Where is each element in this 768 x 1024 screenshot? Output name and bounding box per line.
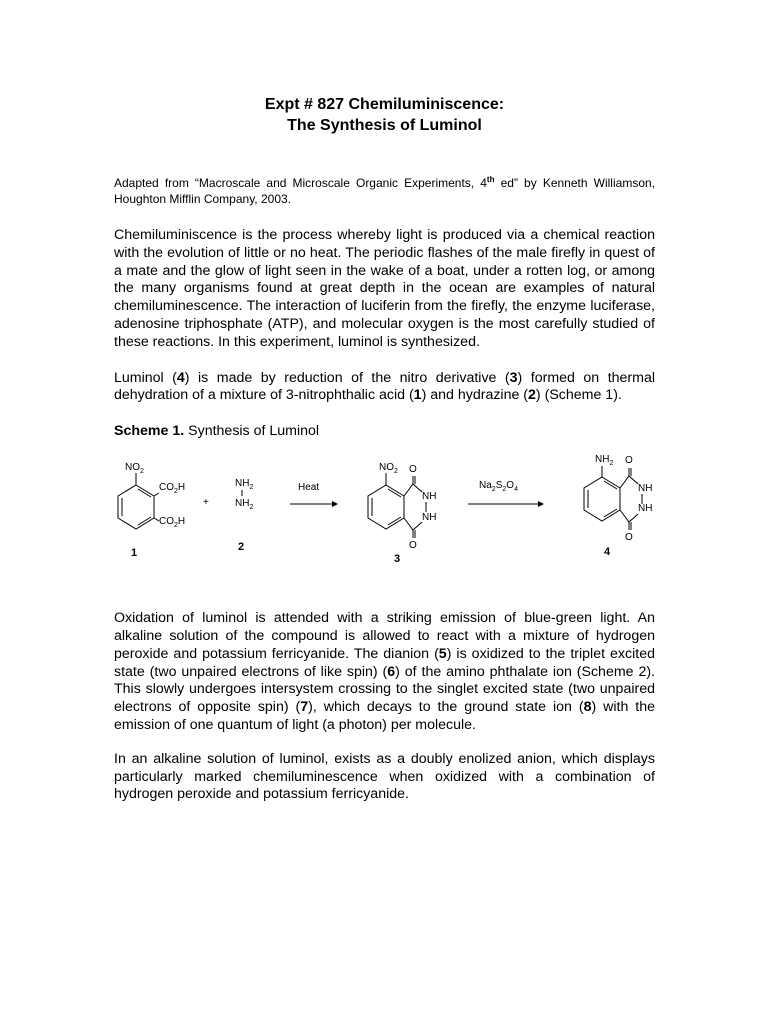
svg-text:CO2H: $CO_2H$ xyxy=(159,482,186,496)
p3-text-2: ) is oxidized to the triplet excited state (two unpaired electrons of like spin) ( xyxy=(114,645,655,680)
p3-compound-8: 8 xyxy=(583,699,592,716)
compound-label-2: 2 xyxy=(238,541,245,554)
svg-text:O: O xyxy=(625,455,633,467)
svg-text:NH2: $NH_2$ xyxy=(235,498,254,512)
scheme-caption-text: Synthesis of Luminol xyxy=(184,423,320,440)
p2-compound-4: 4 xyxy=(176,369,185,386)
reaction-scheme xyxy=(114,448,655,588)
p2-text-3: ) formed on thermal dehydration of a mixture of 3-nitrophthalic acid ( xyxy=(114,369,655,404)
compound-label-4: 4 xyxy=(604,546,611,559)
svg-text:O: O xyxy=(409,464,417,476)
alkaline-paragraph: In an alkaline solution of luminol, exists as a doubly enolized anion, which displays particularly marked chemiluminescence when oxidized with a combination of hydrogen peroxide and potassium ferricyanide. xyxy=(114,750,655,803)
heat-label: Heat xyxy=(298,482,320,494)
svg-text:NH2: $NH_2$ xyxy=(595,454,614,468)
intro-paragraph: Chemiluminiscence is the process whereby light is produced via a chemical reaction with the evolution of little or no heat. The periodic flashes of the male firefly in quest of a mate and the glow of light seen in the wake of a boat, under a rotten log, or among the many organisms found at great depth in the ocean are examples of natural chemiluminescence. The interaction of luciferin from the firefly, the enzyme luciferase, adenosine triphosphate (ATP), and molecular oxygen is the most carefully studied of these reactions. In this experiment, luminol is synthesized. xyxy=(114,227,655,350)
source-text-1: Adapted from “Macroscale and Microscale Organic Experiments, 4 xyxy=(114,176,487,190)
svg-text:NH: NH xyxy=(422,512,437,524)
reagent-label: $Na_2S_2O_4$ xyxy=(479,480,518,494)
compound-3-structure xyxy=(368,462,436,565)
p3-compound-7: 7 xyxy=(300,699,309,716)
luminol-paragraph xyxy=(114,370,655,406)
p2-text-2: ) is made by reduction of the nitro derivative ( xyxy=(184,369,510,386)
p3-text-5: ) with the emission of one quantum of light (a photon) per molecule. xyxy=(114,699,655,733)
p2-text-1: Luminol ( xyxy=(114,369,177,386)
reduction-arrow xyxy=(468,480,544,507)
p2-compound-3: 3 xyxy=(509,369,518,386)
document-title-line-1: Expt # 827 Chemiluminiscence: xyxy=(264,96,505,113)
svg-text:NO2: $NO_2$ xyxy=(379,462,398,476)
source-citation xyxy=(114,172,655,207)
compound-label-1: 1 xyxy=(131,547,138,560)
p3-compound-6: 6 xyxy=(387,663,396,680)
p2-text-4: ) and hydrazine ( xyxy=(421,387,529,404)
heat-arrow xyxy=(290,482,338,507)
p3-text-3: ) of the amino phthalate ion (Scheme 2). This slowly undergoes intersystem crossing to the singlet excited state (two unpaired electrons of opposite spin) ( xyxy=(114,663,655,716)
svg-text:NH: NH xyxy=(422,491,437,503)
svg-text:NH: NH xyxy=(638,503,653,515)
plus-sign: + xyxy=(203,497,209,509)
compound-4-structure xyxy=(584,454,652,558)
svg-text:NO2: $NO_2$ xyxy=(125,462,144,476)
compound-1-structure xyxy=(118,462,185,559)
svg-text:O: O xyxy=(409,540,417,552)
p2-text-5: ) (Scheme 1). xyxy=(535,387,622,404)
svg-text:NH: NH xyxy=(638,483,653,495)
document-title-line-2: The Synthesis of Luminol xyxy=(287,117,482,134)
source-superscript: th xyxy=(486,175,495,184)
p3-text-4: ), which decays to the ground state ion ( xyxy=(308,699,584,716)
svg-text:NH2: $NH_2$ xyxy=(235,478,254,492)
svg-text:CO2H: $CO_2H$ xyxy=(159,516,186,530)
scheme-caption xyxy=(114,422,655,440)
scheme-caption-bold: Scheme 1. xyxy=(114,423,185,440)
svg-text:O: O xyxy=(625,532,633,544)
compound-2-structure xyxy=(235,478,253,553)
p2-compound-1: 1 xyxy=(413,387,422,404)
p3-compound-5: 5 xyxy=(438,645,447,662)
oxidation-paragraph xyxy=(114,610,655,735)
p3-text-1: Oxidation of luminol is attended with a striking emission of blue-green light. An alkaline solution of the compound is allowed to react with a mixture of hydrogen peroxide and potassium ferricyanide. The dianion ( xyxy=(114,610,655,662)
reaction-scheme-drawing xyxy=(114,448,674,588)
p2-compound-2: 2 xyxy=(528,387,536,404)
source-text-2: ed” by Kenneth Williamson, Houghton Mifflin Company, 2003. xyxy=(114,176,655,206)
compound-label-3: 3 xyxy=(394,553,401,566)
document-page xyxy=(114,94,655,804)
